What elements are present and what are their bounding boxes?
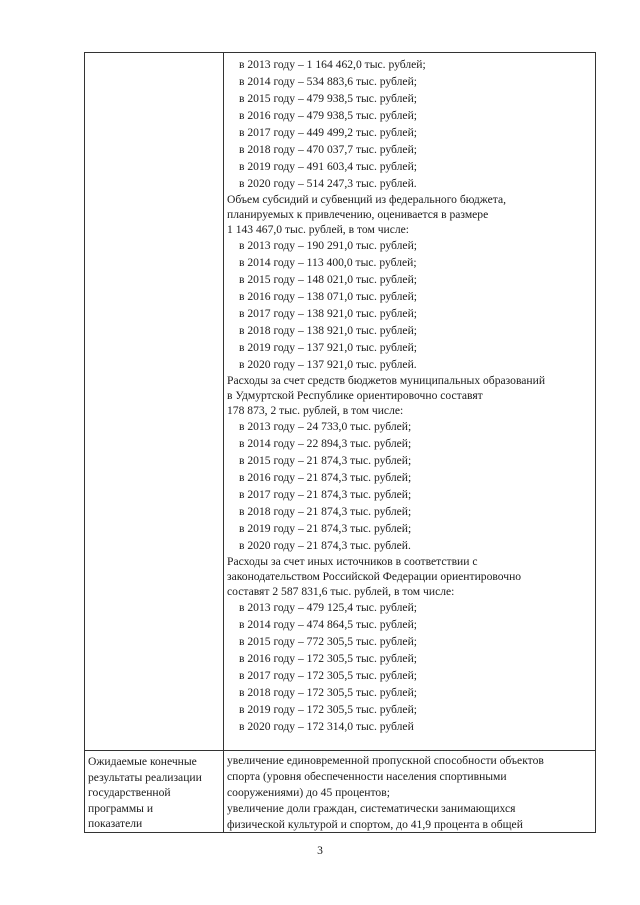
- expected-results-label-line: показатели: [88, 817, 143, 830]
- municipal-intro: [227, 373, 591, 418]
- total-year-line: в 2016 году – 479 938,5 тыс. рублей;: [239, 109, 418, 122]
- expected-results-label-cell: [88, 754, 222, 832]
- federal-year-line: в 2013 году – 190 291,0 тыс. рублей;: [239, 239, 418, 252]
- total-year-line: в 2019 году – 491 603,4 тыс. рублей;: [239, 160, 418, 173]
- total-year-line: в 2013 году – 1 164 462,0 тыс. рублей;: [239, 58, 426, 71]
- other-intro-line: законодательством Российской Федерации ориентировочно: [227, 570, 522, 583]
- other-year-line: в 2014 году – 474 864,5 тыс. рублей;: [239, 618, 418, 631]
- page-number: 3: [317, 844, 323, 857]
- financing-cell: [227, 56, 591, 735]
- other-year-line: в 2019 году – 172 305,5 тыс. рублей;: [239, 703, 418, 716]
- expected-results-text-cell: [227, 753, 591, 833]
- total-year-line: в 2015 году – 479 938,5 тыс. рублей;: [239, 92, 418, 105]
- federal-year-line: в 2017 году – 138 921,0 тыс. рублей;: [239, 307, 418, 320]
- other-year-line: в 2015 году – 772 305,5 тыс. рублей;: [239, 635, 418, 648]
- municipal-year-line: в 2014 году – 22 894,3 тыс. рублей;: [239, 437, 412, 450]
- expected-results-text-line: сооружениями) до 45 процентов;: [227, 786, 390, 799]
- municipal-year-line: в 2016 году – 21 874,3 тыс. рублей;: [239, 471, 412, 484]
- federal-intro-line: планируемых к привлечению, оценивается в размере: [227, 208, 489, 221]
- municipal-year-line: в 2017 году – 21 874,3 тыс. рублей;: [239, 488, 412, 501]
- federal-year-list: [227, 237, 591, 373]
- other-intro: [227, 554, 591, 599]
- municipal-year-list: [227, 418, 591, 554]
- municipal-year-line: в 2013 году – 24 733,0 тыс. рублей;: [239, 420, 412, 433]
- expected-results-label-line: Ожидаемые конечные: [88, 755, 197, 768]
- federal-year-line: в 2016 году – 138 071,0 тыс. рублей;: [239, 290, 418, 303]
- municipal-year-line: в 2019 году – 21 874,3 тыс. рублей;: [239, 522, 412, 535]
- expected-results-text-line: спорта (уровня обеспеченности населения спортивными: [227, 770, 507, 783]
- expected-results-text-line: увеличение доли граждан, систематически занимающихся: [227, 802, 516, 815]
- other-year-list: [227, 599, 591, 735]
- total-financing-list: [227, 56, 591, 192]
- municipal-year-line: в 2020 году – 21 874,3 тыс. рублей.: [239, 539, 411, 552]
- federal-intro-line: 1 143 467,0 тыс. рублей, в том числе:: [227, 223, 410, 236]
- other-year-line: в 2017 году – 172 305,5 тыс. рублей;: [239, 669, 418, 682]
- municipal-year-line: в 2015 году – 21 874,3 тыс. рублей;: [239, 454, 412, 467]
- expected-results-label-line: программы и: [88, 801, 154, 815]
- program-passport-table: [84, 52, 596, 833]
- federal-year-line: в 2020 году – 137 921,0 тыс. рублей.: [239, 358, 417, 371]
- expected-results-text-line: увеличение единовременной пропускной способности объектов: [227, 754, 544, 767]
- municipal-intro-line: в Удмуртской Республике ориентировочно составят: [227, 389, 483, 402]
- other-year-line: в 2016 году – 172 305,5 тыс. рублей;: [239, 652, 418, 665]
- federal-intro: [227, 192, 591, 237]
- municipal-intro-line: Расходы за счет средств бюджетов муниципальных образований: [227, 374, 546, 387]
- federal-intro-line: Объем субсидий и субвенций из федерального бюджета,: [227, 193, 506, 206]
- total-year-line: в 2014 году – 534 883,6 тыс. рублей;: [239, 75, 418, 88]
- column-divider: [223, 53, 224, 832]
- federal-year-line: в 2018 году – 138 921,0 тыс. рублей;: [239, 324, 418, 337]
- municipal-intro-line: 178 873, 2 тыс. рублей, в том числе:: [227, 404, 404, 417]
- other-year-line: в 2020 году – 172 314,0 тыс. рублей: [239, 720, 414, 733]
- row-divider: [85, 750, 595, 751]
- federal-year-line: в 2019 году – 137 921,0 тыс. рублей;: [239, 341, 418, 354]
- total-year-line: в 2018 году – 470 037,7 тыс. рублей;: [239, 143, 418, 156]
- expected-results-label-line: результаты реализации: [88, 770, 202, 784]
- other-intro-line: составят 2 587 831,6 тыс. рублей, в том числе:: [227, 585, 455, 598]
- total-year-line: в 2017 году – 449 499,2 тыс. рублей;: [239, 126, 418, 139]
- expected-results-label-line: государственной: [88, 786, 171, 799]
- municipal-year-line: в 2018 году – 21 874,3 тыс. рублей;: [239, 505, 412, 518]
- expected-results-text-line: физической культурой и спортом, до 41,9 процента в общей: [227, 818, 523, 831]
- other-year-line: в 2013 году – 479 125,4 тыс. рублей;: [239, 601, 418, 614]
- other-intro-line: Расходы за счет иных источников в соответствии с: [227, 555, 478, 568]
- total-year-line: в 2020 году – 514 247,3 тыс. рублей.: [239, 177, 417, 190]
- federal-year-line: в 2014 году – 113 400,0 тыс. рублей;: [239, 256, 417, 269]
- other-year-line: в 2018 году – 172 305,5 тыс. рублей;: [239, 686, 418, 699]
- federal-year-line: в 2015 году – 148 021,0 тыс. рублей;: [239, 273, 418, 286]
